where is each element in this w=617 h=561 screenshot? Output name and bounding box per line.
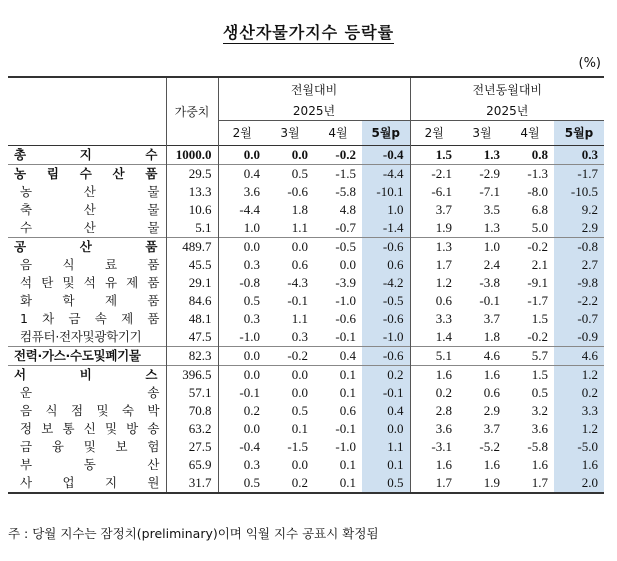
mom-value-cell: 0.1: [291, 421, 308, 436]
yoy-value-cell: 0.3: [554, 146, 604, 165]
row-name: [8, 274, 166, 292]
row-name: [8, 384, 166, 402]
mom-value-cell: 0.1: [339, 457, 356, 472]
yoy-value-cell: -0.7: [554, 310, 604, 328]
yoy-value-cell: 1.0: [458, 238, 506, 257]
yoy-value-cell: 2.9: [554, 219, 604, 238]
table-row: [8, 146, 604, 165]
mom-value-cell: -1.5: [314, 165, 362, 184]
mom-value-cell: -0.1: [218, 384, 266, 402]
mom-value-cell: 0.0: [266, 366, 314, 385]
yoy-value-cell: 1.5: [531, 311, 548, 326]
yoy-value-cell: 1.7: [506, 474, 554, 493]
yoy-value-cell: -9.1: [527, 275, 548, 290]
row-name-text: 석 탄 및 석 유 제 품: [20, 275, 160, 290]
yoy-value-cell: 1.6: [410, 366, 458, 385]
table-row: [8, 256, 604, 274]
row-name-text: 컴퓨터·전자및광학기기: [20, 329, 142, 344]
mom-value-cell: 0.0: [339, 257, 356, 272]
yoy-value-cell: 3.3: [554, 402, 604, 420]
header-yoy-month: 5월p: [554, 121, 604, 146]
table-row: [8, 274, 604, 292]
mom-value-cell: -4.4: [362, 165, 410, 184]
yoy-value-cell: 1.5: [410, 146, 458, 165]
mom-value-cell: 0.0: [218, 238, 266, 257]
yoy-value-cell: 1.8: [483, 329, 500, 344]
yoy-value-cell: 2.0: [554, 474, 604, 493]
table-row: [8, 366, 604, 385]
yoy-value-cell: 1.6: [554, 456, 604, 474]
mom-value-cell: -0.6: [362, 238, 410, 257]
row-name-text: 총 지 수: [14, 147, 158, 162]
yoy-value-cell: 1.2: [554, 366, 604, 385]
yoy-value-cell: 1.4: [410, 328, 458, 347]
weight-cell: 13.3: [166, 183, 218, 201]
mom-value-cell: -10.1: [362, 183, 410, 201]
mom-value-cell: -0.5: [362, 292, 410, 310]
mom-value-cell: -1.0: [335, 439, 356, 454]
weight-cell: 45.5: [166, 256, 218, 274]
yoy-value-cell: -2.9: [458, 165, 506, 184]
yoy-value-cell: -0.2: [506, 238, 554, 257]
unit-label: (%): [578, 56, 601, 71]
mom-value-cell: 1.1: [291, 220, 308, 235]
yoy-value-cell: 1.6: [458, 366, 506, 385]
yoy-value-cell: 3.3: [410, 310, 458, 328]
weight-cell: 27.5: [166, 438, 218, 456]
table-row: [8, 238, 604, 257]
mom-value-cell: -0.4: [362, 146, 410, 165]
yoy-value-cell: 1.5: [506, 366, 554, 385]
yoy-value-cell: -2.1: [410, 165, 458, 184]
mom-value-cell: -1.4: [362, 219, 410, 238]
mom-value-cell: 0.0: [218, 347, 266, 366]
mom-value-cell: 0.0: [291, 385, 308, 400]
weight-cell: 10.6: [166, 201, 218, 219]
yoy-value-cell: -1.7: [527, 293, 548, 308]
mom-value-cell: 0.4: [218, 165, 266, 184]
mom-value-cell: -0.1: [362, 384, 410, 402]
row-name: [8, 420, 166, 438]
mom-value-cell: -0.6: [362, 347, 410, 366]
mom-value-cell: 0.0: [362, 420, 410, 438]
yoy-value-cell: 5.7: [506, 347, 554, 366]
yoy-value-cell: -10.5: [554, 183, 604, 201]
header-yoy-month: 2월: [410, 121, 458, 146]
yoy-value-cell: 2.8: [410, 402, 458, 420]
row-name-text: 농 림 수 산 품: [14, 166, 158, 181]
yoy-value-cell: 1.3: [458, 146, 506, 165]
mom-value-cell: 0.0: [291, 457, 308, 472]
yoy-value-cell: 1.6: [483, 457, 500, 472]
yoy-value-cell: -5.0: [554, 438, 604, 456]
table-row: [8, 347, 604, 366]
mom-value-cell: 0.1: [339, 385, 356, 400]
mom-value-cell: 0.3: [218, 456, 266, 474]
mom-value-cell: -0.6: [287, 184, 308, 199]
yoy-value-cell: 0.6: [483, 385, 500, 400]
yoy-value-cell: 4.6: [554, 347, 604, 366]
row-name: [8, 201, 166, 219]
yoy-value-cell: -1.7: [554, 165, 604, 184]
weight-cell: 29.1: [166, 274, 218, 292]
table-row: [8, 456, 604, 474]
table-row: [8, 420, 604, 438]
yoy-value-cell: 0.6: [410, 292, 458, 310]
mom-value-cell: 0.2: [218, 402, 266, 420]
header-blank: [8, 77, 166, 146]
mom-value-cell: -0.7: [335, 220, 356, 235]
yoy-value-cell: 1.9: [410, 219, 458, 238]
table-row: [8, 402, 604, 420]
mom-value-cell: -4.3: [287, 275, 308, 290]
mom-value-cell: -1.0: [218, 328, 266, 347]
row-name: [8, 256, 166, 274]
row-name-text: 공 산 품: [14, 239, 158, 254]
row-name: [8, 292, 166, 310]
row-name: [8, 219, 166, 238]
yoy-value-cell: -0.2: [527, 329, 548, 344]
yoy-value-cell: -6.1: [410, 183, 458, 201]
yoy-value-cell: 0.2: [554, 384, 604, 402]
table-row: [8, 201, 604, 219]
mom-value-cell: 3.6: [218, 183, 266, 201]
yoy-value-cell: 3.6: [410, 420, 458, 438]
mom-value-cell: -3.9: [335, 275, 356, 290]
weight-cell: 396.5: [166, 366, 218, 385]
mom-value-cell: 0.6: [291, 257, 308, 272]
mom-value-cell: 0.2: [362, 366, 410, 385]
header-mom-month: 5월p: [362, 121, 410, 146]
row-name-text: 농 산 물: [20, 184, 160, 199]
mom-value-cell: 0.1: [314, 474, 362, 493]
row-name: [8, 438, 166, 456]
mom-value-cell: 0.0: [218, 420, 266, 438]
mom-value-cell: -1.0: [362, 328, 410, 347]
yoy-value-cell: -2.2: [554, 292, 604, 310]
row-name: [8, 366, 166, 385]
yoy-value-cell: -8.0: [527, 184, 548, 199]
mom-value-cell: 0.5: [291, 403, 308, 418]
row-name-text: 수 산 물: [20, 220, 160, 235]
mom-value-cell: 0.2: [266, 474, 314, 493]
mom-value-cell: 0.0: [218, 146, 266, 165]
mom-value-cell: 0.3: [218, 310, 266, 328]
mom-value-cell: 0.6: [339, 403, 356, 418]
yoy-value-cell: 1.9: [458, 474, 506, 493]
weight-cell: 63.2: [166, 420, 218, 438]
yoy-value-cell: 3.7: [410, 201, 458, 219]
header-mom-month: 4월: [328, 126, 348, 140]
row-name: [8, 456, 166, 474]
mom-value-cell: 0.4: [314, 347, 362, 366]
yoy-value-cell: 0.5: [531, 385, 548, 400]
yoy-value-cell: 9.2: [554, 201, 604, 219]
mom-value-cell: -5.8: [335, 184, 356, 199]
mom-value-cell: 1.1: [291, 311, 308, 326]
header-mom: 전월대비: [218, 77, 410, 102]
yoy-value-cell: -3.1: [410, 438, 458, 456]
mom-value-cell: -0.6: [362, 310, 410, 328]
mom-value-cell: -0.4: [218, 438, 266, 456]
mom-value-cell: 1.0: [218, 219, 266, 238]
yoy-value-cell: -0.1: [479, 293, 500, 308]
yoy-value-cell: 1.3: [483, 220, 500, 235]
mom-value-cell: 0.3: [218, 256, 266, 274]
mom-value-cell: -0.1: [287, 293, 308, 308]
row-name: [8, 165, 166, 184]
mom-value-cell: -0.2: [314, 146, 362, 165]
mom-value-cell: 4.8: [339, 202, 356, 217]
weight-cell: 82.3: [166, 347, 218, 366]
table-row: [8, 328, 604, 347]
mom-value-cell: 0.5: [362, 474, 410, 493]
yoy-value-cell: 1.2: [410, 274, 458, 292]
footnote: 주 : 당월 지수는 잠정치(preliminary)이며 익월 지수 공표시 확정됨: [8, 526, 379, 541]
mom-value-cell: 0.0: [266, 238, 314, 257]
mom-value-cell: 1.8: [291, 202, 308, 217]
yoy-value-cell: 4.6: [458, 347, 506, 366]
yoy-value-cell: -9.8: [554, 274, 604, 292]
mom-value-cell: -0.8: [218, 274, 266, 292]
row-name: [8, 347, 166, 366]
yoy-value-cell: -5.8: [527, 439, 548, 454]
yoy-value-cell: -7.1: [479, 184, 500, 199]
mom-value-cell: -0.2: [266, 347, 314, 366]
mom-value-cell: 0.5: [266, 165, 314, 184]
table-row: [8, 310, 604, 328]
mom-value-cell: 1.0: [362, 201, 410, 219]
mom-value-cell: -0.1: [335, 329, 356, 344]
table-row: [8, 474, 604, 493]
row-name-text: 서 비 스: [14, 367, 158, 382]
weight-cell: 65.9: [166, 456, 218, 474]
mom-value-cell: 1.1: [362, 438, 410, 456]
ppi-table: [8, 76, 604, 494]
row-name-text: 운 송: [20, 385, 160, 400]
yoy-value-cell: 2.4: [483, 257, 500, 272]
mom-value-cell: 0.1: [362, 456, 410, 474]
mom-value-cell: -1.0: [335, 293, 356, 308]
mom-value-cell: -1.5: [287, 439, 308, 454]
row-name-text: 화 학 제 품: [20, 293, 160, 308]
weight-cell: 84.6: [166, 292, 218, 310]
yoy-value-cell: -1.3: [506, 165, 554, 184]
yoy-value-cell: 3.2: [531, 403, 548, 418]
mom-value-cell: 0.3: [291, 329, 308, 344]
yoy-value-cell: -5.2: [479, 439, 500, 454]
header-yoy-year: 2025년: [410, 102, 604, 121]
mom-value-cell: 0.4: [362, 402, 410, 420]
yoy-value-cell: 1.6: [410, 456, 458, 474]
table-row: [8, 165, 604, 184]
row-name: [8, 310, 166, 328]
weight-cell: 57.1: [166, 384, 218, 402]
yoy-value-cell: 1.2: [554, 420, 604, 438]
header-yoy-month: 4월: [520, 126, 540, 140]
row-name: [8, 474, 166, 493]
mom-value-cell: -0.1: [335, 421, 356, 436]
weight-cell: 31.7: [166, 474, 218, 493]
row-name: [8, 146, 166, 165]
yoy-value-cell: 0.8: [506, 146, 554, 165]
table-row: [8, 438, 604, 456]
yoy-value-cell: 3.6: [531, 421, 548, 436]
yoy-value-cell: 0.2: [410, 384, 458, 402]
yoy-value-cell: 5.1: [410, 347, 458, 366]
header-yoy-month: 3월: [472, 126, 492, 140]
yoy-value-cell: -0.9: [554, 328, 604, 347]
row-name-text: 1 차 금 속 제 품: [20, 311, 160, 326]
row-name-text: 정 보 통 신 및 방 송: [20, 421, 160, 436]
mom-value-cell: 0.1: [314, 366, 362, 385]
yoy-value-cell: 3.5: [483, 202, 500, 217]
row-name: [8, 402, 166, 420]
yoy-value-cell: 1.3: [410, 238, 458, 257]
mom-value-cell: 0.5: [218, 292, 266, 310]
yoy-value-cell: 2.1: [531, 257, 548, 272]
mom-value-cell: 0.6: [362, 256, 410, 274]
row-name-text: 부 동 산: [20, 457, 160, 472]
yoy-value-cell: 1.7: [410, 474, 458, 493]
mom-value-cell: -0.6: [335, 311, 356, 326]
table-row: [8, 292, 604, 310]
weight-cell: 47.5: [166, 328, 218, 347]
row-name-text: 음 식 점 및 숙 박: [20, 403, 160, 418]
row-name-text: 전력·가스·수도및폐기물: [14, 348, 141, 363]
yoy-value-cell: 5.0: [531, 220, 548, 235]
weight-cell: 5.1: [166, 219, 218, 238]
header-mom-month: 3월: [280, 126, 300, 140]
weight-cell: 29.5: [166, 165, 218, 184]
mom-value-cell: 0.5: [218, 474, 266, 493]
mom-value-cell: -4.4: [218, 201, 266, 219]
yoy-value-cell: 6.8: [531, 202, 548, 217]
mom-value-cell: -4.2: [362, 274, 410, 292]
mom-value-cell: 0.0: [218, 366, 266, 385]
header-weight: 가중치: [166, 77, 218, 146]
weight-cell: 70.8: [166, 402, 218, 420]
weight-cell: 489.7: [166, 238, 218, 257]
table-row: [8, 183, 604, 201]
header-mom-month: 2월: [218, 121, 266, 146]
yoy-value-cell: 2.7: [554, 256, 604, 274]
table-title: 생산자물가지수 등락률: [222, 23, 395, 42]
row-name: [8, 238, 166, 257]
mom-value-cell: -0.5: [314, 238, 362, 257]
yoy-value-cell: 3.7: [483, 421, 500, 436]
yoy-value-cell: -3.8: [479, 275, 500, 290]
header-mom-year: 2025년: [218, 102, 410, 121]
row-name-text: 축 산 물: [20, 202, 160, 217]
row-name-text: 금 융 및 보 험: [20, 439, 160, 454]
table-row: [8, 384, 604, 402]
yoy-value-cell: 1.6: [531, 457, 548, 472]
row-name-text: 사 업 지 원: [20, 475, 160, 490]
table-row: [8, 219, 604, 238]
weight-cell: 1000.0: [166, 146, 218, 165]
yoy-value-cell: 3.7: [483, 311, 500, 326]
row-name: [8, 328, 166, 347]
row-name-text: 음 식 료 품: [20, 257, 160, 272]
yoy-value-cell: -0.8: [554, 238, 604, 257]
mom-value-cell: 0.0: [266, 146, 314, 165]
header-yoy: 전년동월대비: [410, 77, 604, 102]
row-name: [8, 183, 166, 201]
yoy-value-cell: 1.7: [410, 256, 458, 274]
weight-cell: 48.1: [166, 310, 218, 328]
yoy-value-cell: 2.9: [483, 403, 500, 418]
